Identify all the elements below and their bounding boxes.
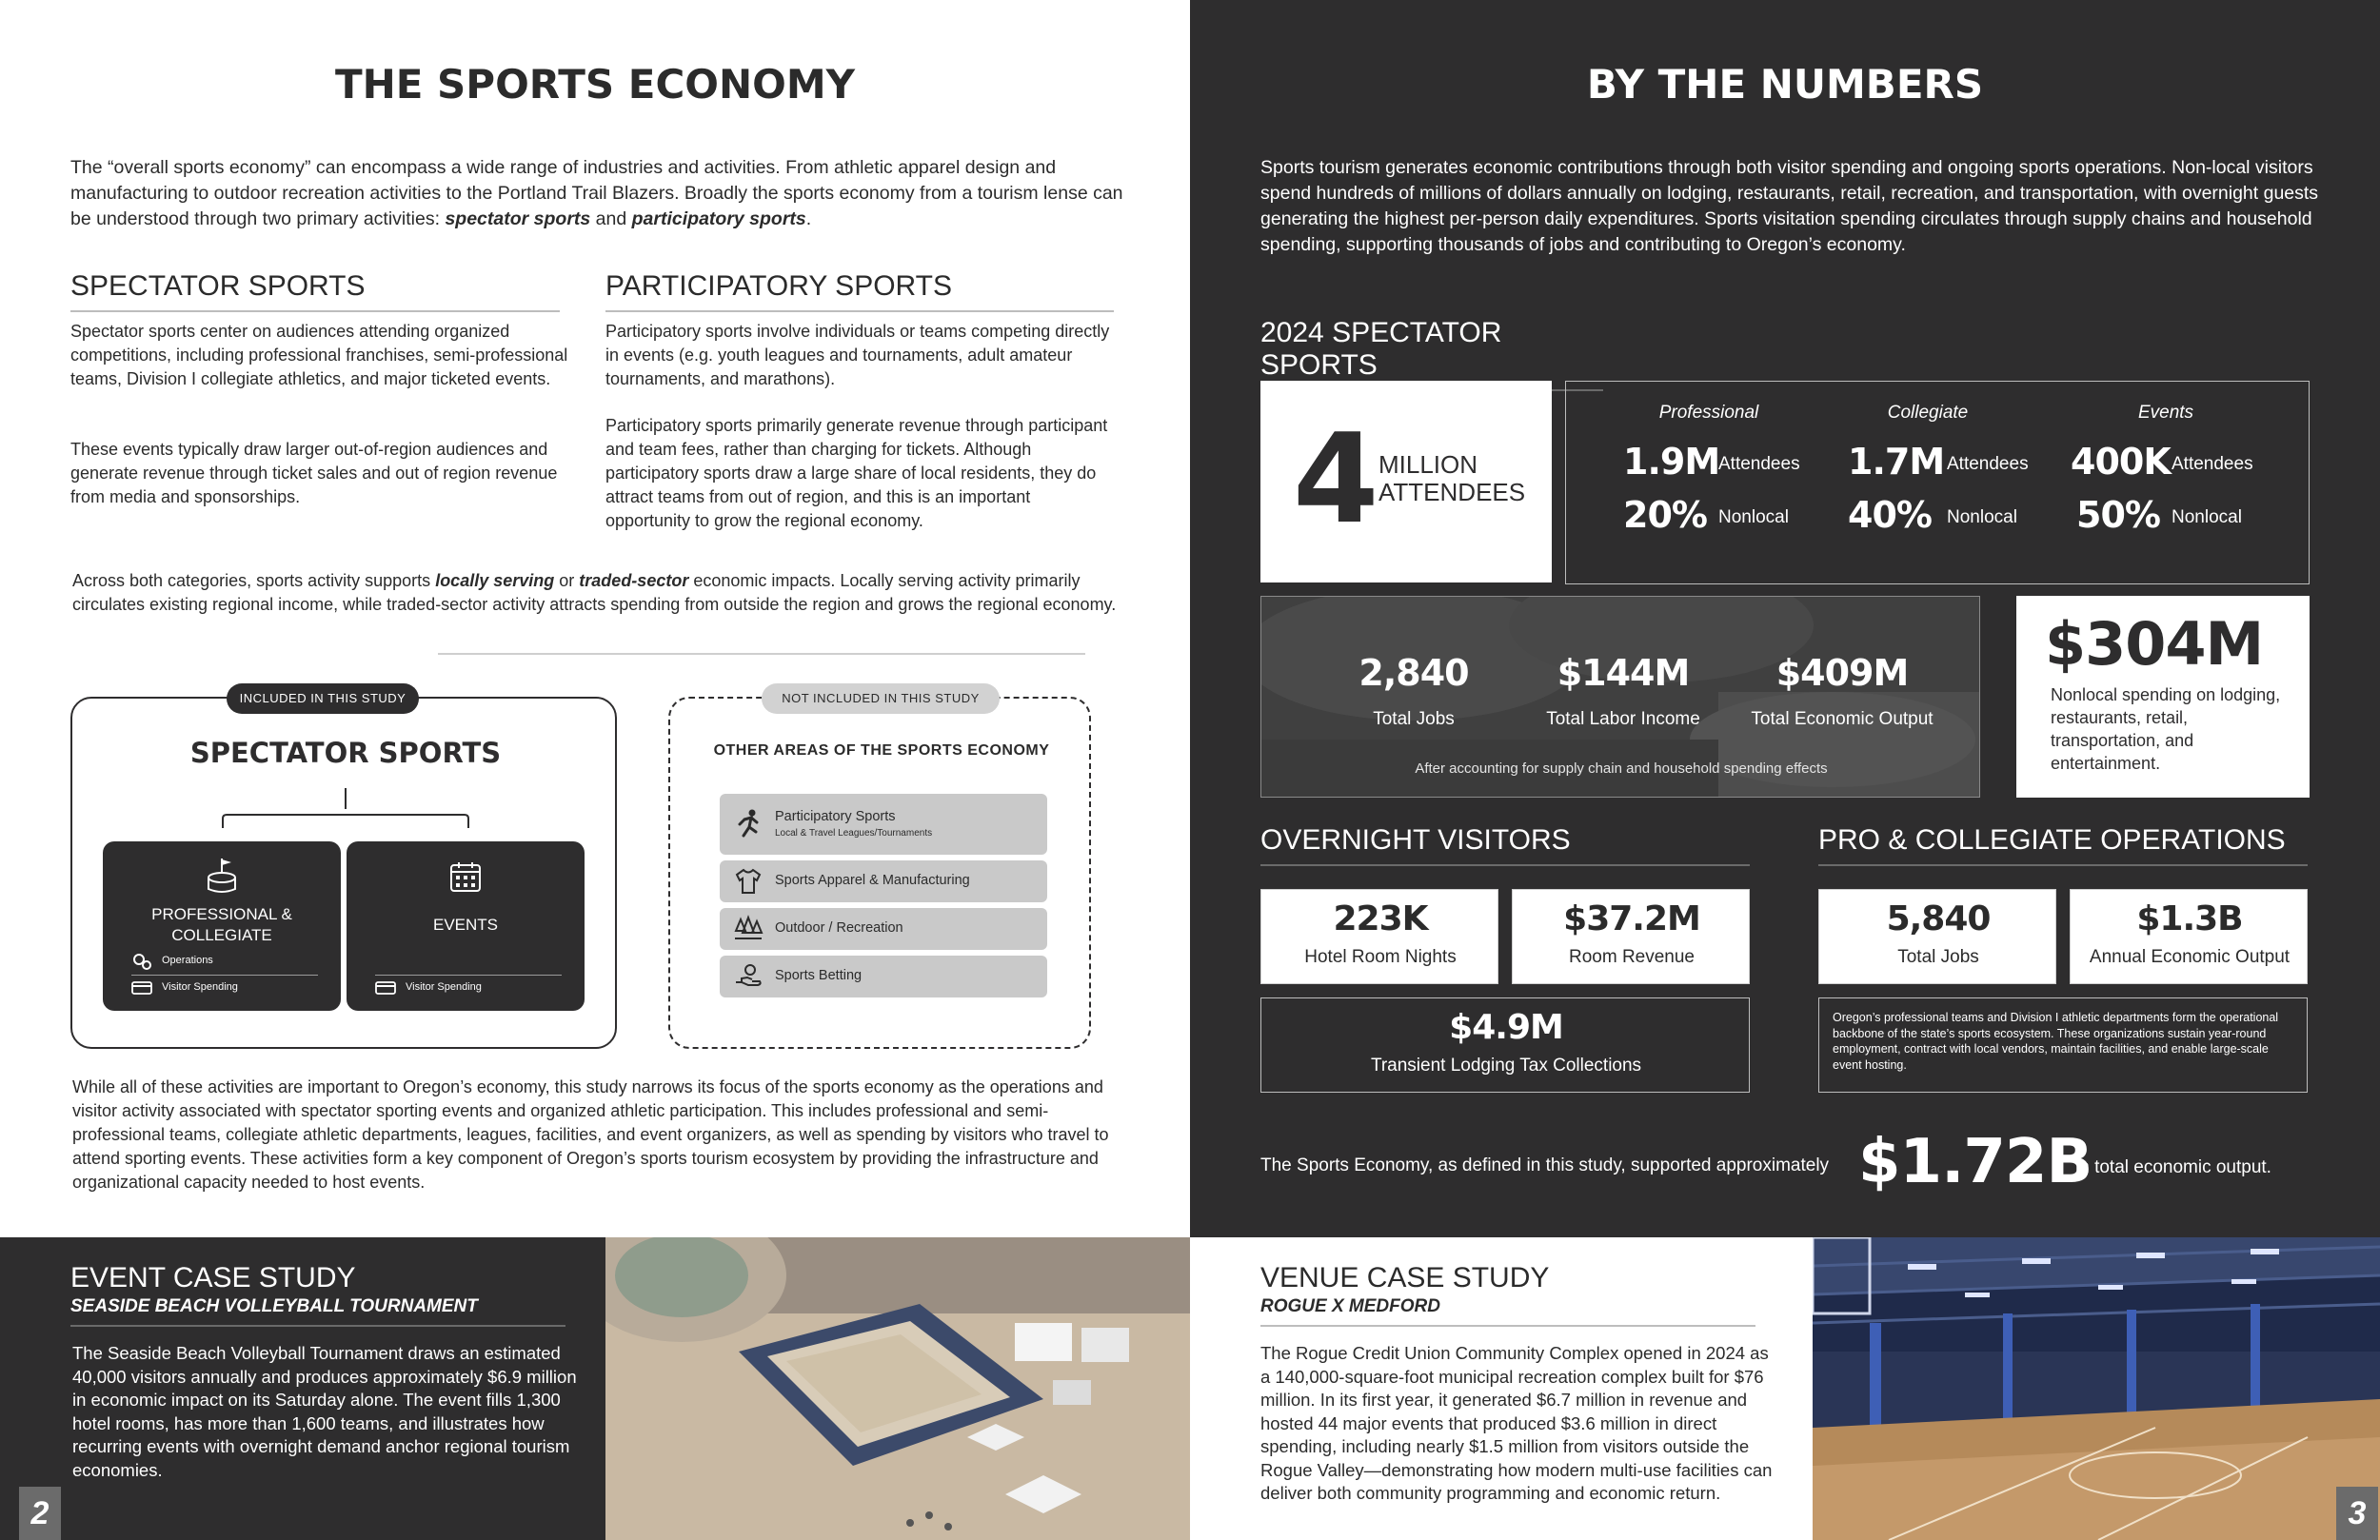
other-item-label: Participatory Sports [775, 809, 896, 824]
impact-value: $409M [1775, 652, 1909, 694]
impact-label: Total Jobs [1373, 709, 1455, 729]
gym-photo [1813, 1237, 2380, 1540]
overnight-stat [1512, 889, 1750, 984]
operations-stat [1818, 889, 2056, 984]
nonlocal-word: Nonlocal [2172, 507, 2242, 527]
attendees-total-box [1260, 381, 1552, 582]
total-post-text: in total economic output. [2075, 1157, 2271, 1177]
hand-coin-icon [733, 961, 764, 992]
other-item-participatory [720, 794, 1047, 855]
nonlocal-spending-text: Nonlocal spending on lodging, restaurants, retail, transportation, and entertainment. [2051, 685, 2281, 773]
nonlocal-word: Nonlocal [1718, 507, 1789, 527]
attendees-million: MILLION [1378, 450, 1478, 479]
spectator-text-1: Spectator sports center on audiences attending organized competitions, including professional franchises, semi-professional teams, Division I collegiate athletics, and major ticketed events. [70, 322, 568, 388]
other-item-label: Sports Apparel & Manufacturing [775, 873, 970, 888]
event-case-study [0, 1237, 605, 1540]
operations-heading: PRO & COLLEGIATE OPERATIONS [1818, 824, 2308, 866]
spectator-heading: SPECTATOR SPORTS [70, 270, 560, 312]
gym-interior-image [1813, 1237, 2380, 1540]
segment-nonlocal: 20% [1623, 494, 1707, 536]
intro-paragraph: The “overall sports economy” can encompass a wide range of industries and activities. From athletic apparel design and manufacturing to outdoor recreation activities to the Portland Trail Blazers. Broadly the sports economy from a tourism lense can be understood through two primary activities: spectator sports and participatory sports. [70, 157, 1123, 229]
page-title: BY THE NUMBERS [1586, 61, 1984, 108]
nonlocal-spending-box [2016, 596, 2310, 798]
other-item-betting [720, 956, 1047, 997]
pro-collegiate-label: PROFESSIONAL & COLLEGIATE [151, 905, 292, 944]
other-item-outdoor [720, 908, 1047, 950]
attendees-word: Attendees [1947, 454, 2029, 474]
closing-paragraph: While all of these activities are important to Oregon’s economy, this study narrows its focus of the sports economy as the operations and visitor activity associated with spectator sporting events and organized athletic participation. This includes professional and semi-professional teams, collegiate athletic departments, leagues, facilities, and event organizers, as well as spending by visitors who travel to attend sporting events. These activities form a key component of Oregon’s sports tourism ecosystem by providing the infrastructure and organizational capacity needed to host events. [72, 1077, 1109, 1192]
credit-card-icon [375, 980, 396, 996]
stat-label: Total Jobs [1897, 947, 1979, 967]
event-case-heading: EVENT CASE STUDY [70, 1262, 356, 1293]
intro-paragraph: Sports tourism generates economic contributions through both visitor spending and ongoing sports operations. Non-local visitors spend hundreds of millions of dollars annually on lodging, restaurants, retail, recreation, and transportation, with overnight guests generating the highest per-person daily expenditures. Sports visitation spending circulates through supply chains and household spending, supporting thousands of jobs and contributing to Oregon’s economy. [1260, 157, 2319, 255]
stat-value: 223K [1333, 899, 1428, 938]
participatory-text-1: Participatory sports involve individuals or teams competing directly in events (e.g. youth leagues and tournaments, adult amateur tournaments, and marathons). [605, 322, 1110, 388]
divider [438, 653, 1085, 655]
tax-value: $4.9M [1449, 1008, 1563, 1047]
page-title: THE SPORTS ECONOMY [334, 61, 856, 108]
overnight-heading: OVERNIGHT VISITORS [1260, 824, 1750, 866]
trees-icon [733, 914, 764, 944]
segment-nonlocal: 50% [2076, 494, 2160, 536]
attendees-label: ATTENDEES [1378, 478, 1526, 506]
segment-attendees: 1.9M [1623, 441, 1720, 483]
impact-label: Total Economic Output [1751, 709, 1934, 729]
gears-icon [131, 952, 152, 971]
credit-card-icon [131, 980, 152, 996]
other-item-label: Sports Betting [775, 968, 863, 983]
lodging-tax-box [1260, 997, 1750, 1093]
beach-volleyball-photo [605, 1237, 1190, 1540]
attendees-word: Attendees [1718, 454, 1800, 474]
impact-value: 2,840 [1359, 652, 1469, 694]
operations-label: Operations [162, 955, 213, 966]
segment-name: Collegiate [1887, 403, 1969, 423]
other-item-label: Outdoor / Recreation [775, 920, 903, 936]
attendees-big-number: 4 [1293, 406, 1378, 551]
included-diagram [70, 691, 617, 1049]
impact-value: $144M [1557, 652, 1690, 694]
event-case-subheading: SEASIDE BEACH VOLLEYBALL TOURNAMENT [70, 1296, 565, 1327]
overnight-stat [1260, 889, 1498, 984]
stadium-icon [206, 857, 238, 895]
left-page [0, 0, 1190, 1237]
pro-collegiate-card [103, 841, 341, 1011]
venue-case-subheading: ROGUE X MEDFORD [1260, 1296, 1755, 1327]
total-pre-text: The Sports Economy, as defined in this study, supported approximately [1260, 1155, 1830, 1175]
participatory-heading: PARTICIPATORY SPORTS [605, 270, 1114, 312]
venue-case-text: The Rogue Credit Union Community Complex opened in 2024 as a 140,000-square-foot municipal recreation complex built for $76 million. In its first year, it generated $6.7 million in revenue and hosted 44 major events that produced $3.6 million in direct spending, including nearly $1.5 million from visitors outside the Rogue Valley—demonstrating how modern multi-use facilities can deliver both community programming and economic return. [1260, 1343, 1773, 1503]
nonlocal-word: Nonlocal [1947, 507, 2017, 527]
segments-box [1565, 381, 2310, 584]
other-areas-title: OTHER AREAS OF THE SPORTS ECONOMY [713, 742, 1050, 759]
operations-stat [2070, 889, 2308, 984]
visitor-spending-label: Visitor Spending [162, 981, 238, 993]
stat-value: $37.2M [1563, 899, 1700, 938]
beach-aerial-image [605, 1237, 1190, 1540]
stat-label: Hotel Room Nights [1304, 947, 1457, 967]
venue-case-heading: VENUE CASE STUDY [1260, 1262, 1550, 1293]
events-card [347, 841, 585, 1011]
page-number: 3 [2336, 1487, 2378, 1540]
visitor-spending-label: Visitor Spending [406, 981, 482, 993]
events-label: EVENTS [432, 916, 499, 934]
not-included-diagram [668, 691, 1091, 1049]
other-item-sub: Local & Travel Leagues/Tournaments [775, 828, 933, 839]
shirt-icon [733, 866, 764, 897]
total-value: $1.72B [1858, 1127, 2092, 1197]
spectator-text-2: These events typically draw larger out-of-region audiences and generate revenue through ticket sales and out of region revenue from media and sponsorships. [70, 440, 558, 506]
participatory-text-2: Participatory sports primarily generate revenue through participant and team fees, rather than charging for tickets. Although participatory sports draw a large share of local residents, they do attract teams from out of region, and this is an important opportunity to grow the regional economy. [605, 416, 1108, 530]
segment-nonlocal: 40% [1848, 494, 1932, 536]
spectator-diagram-title: SPECTATOR SPORTS [189, 737, 502, 769]
segment-attendees: 1.7M [1848, 441, 1945, 483]
impact-label: Total Labor Income [1546, 709, 1700, 729]
across-paragraph: Across both categories, sports activity supports locally serving or traded-sector economic impacts. Locally serving activity primarily circulates existing regional income, while traded-sector activity attracts spending from outside the region and grows the regional economy. [72, 571, 1117, 614]
stat-value: $1.3B [2136, 899, 2243, 938]
calendar-icon [449, 860, 482, 893]
venue-case-study [1190, 1237, 1813, 1540]
tax-label: Transient Lodging Tax Collections [1370, 1056, 1642, 1076]
not-included-pill: NOT INCLUDED IN THIS STUDY [762, 683, 1000, 714]
event-case-text: The Seaside Beach Volleyball Tournament draws an estimated 40,000 visitors annually and produces approximately $6.9 million in economic impact on its Saturday alone. The event fills 1,300 hotel rooms, has more than 1,600 teams, and illustrates how recurring events with overnight demand anchor regional tourism economies. [72, 1343, 577, 1480]
included-pill: INCLUDED IN THIS STUDY [227, 683, 419, 714]
impact-box [1260, 596, 1980, 798]
segment-name: Professional [1658, 403, 1759, 423]
page-number: 2 [19, 1487, 61, 1540]
attendees-word: Attendees [2172, 454, 2253, 474]
impact-note: After accounting for supply chain and household spending effects [1415, 760, 1828, 777]
spectator-2024-heading: 2024 SPECTATOR SPORTS [1260, 317, 1603, 391]
nonlocal-spending-value: $304M [2045, 609, 2264, 679]
operations-note: Oregon’s professional teams and Division I athletic departments form the operational backbone of the state’s sports ecosystem. These organizations sustain year-round employment, contract with local vendors, maintain facilities, and enable large-scale event hosting. [1833, 1011, 2279, 1072]
operations-note-box [1818, 997, 2308, 1093]
segment-name: Events [2137, 403, 2194, 423]
stat-label: Annual Economic Output [2089, 947, 2291, 967]
other-item-apparel [720, 860, 1047, 902]
right-page [1190, 0, 2380, 1237]
segment-attendees: 400K [2071, 441, 2171, 483]
runner-icon [733, 808, 764, 839]
stat-value: 5,840 [1886, 899, 1991, 938]
stat-label: Room Revenue [1568, 947, 1696, 967]
